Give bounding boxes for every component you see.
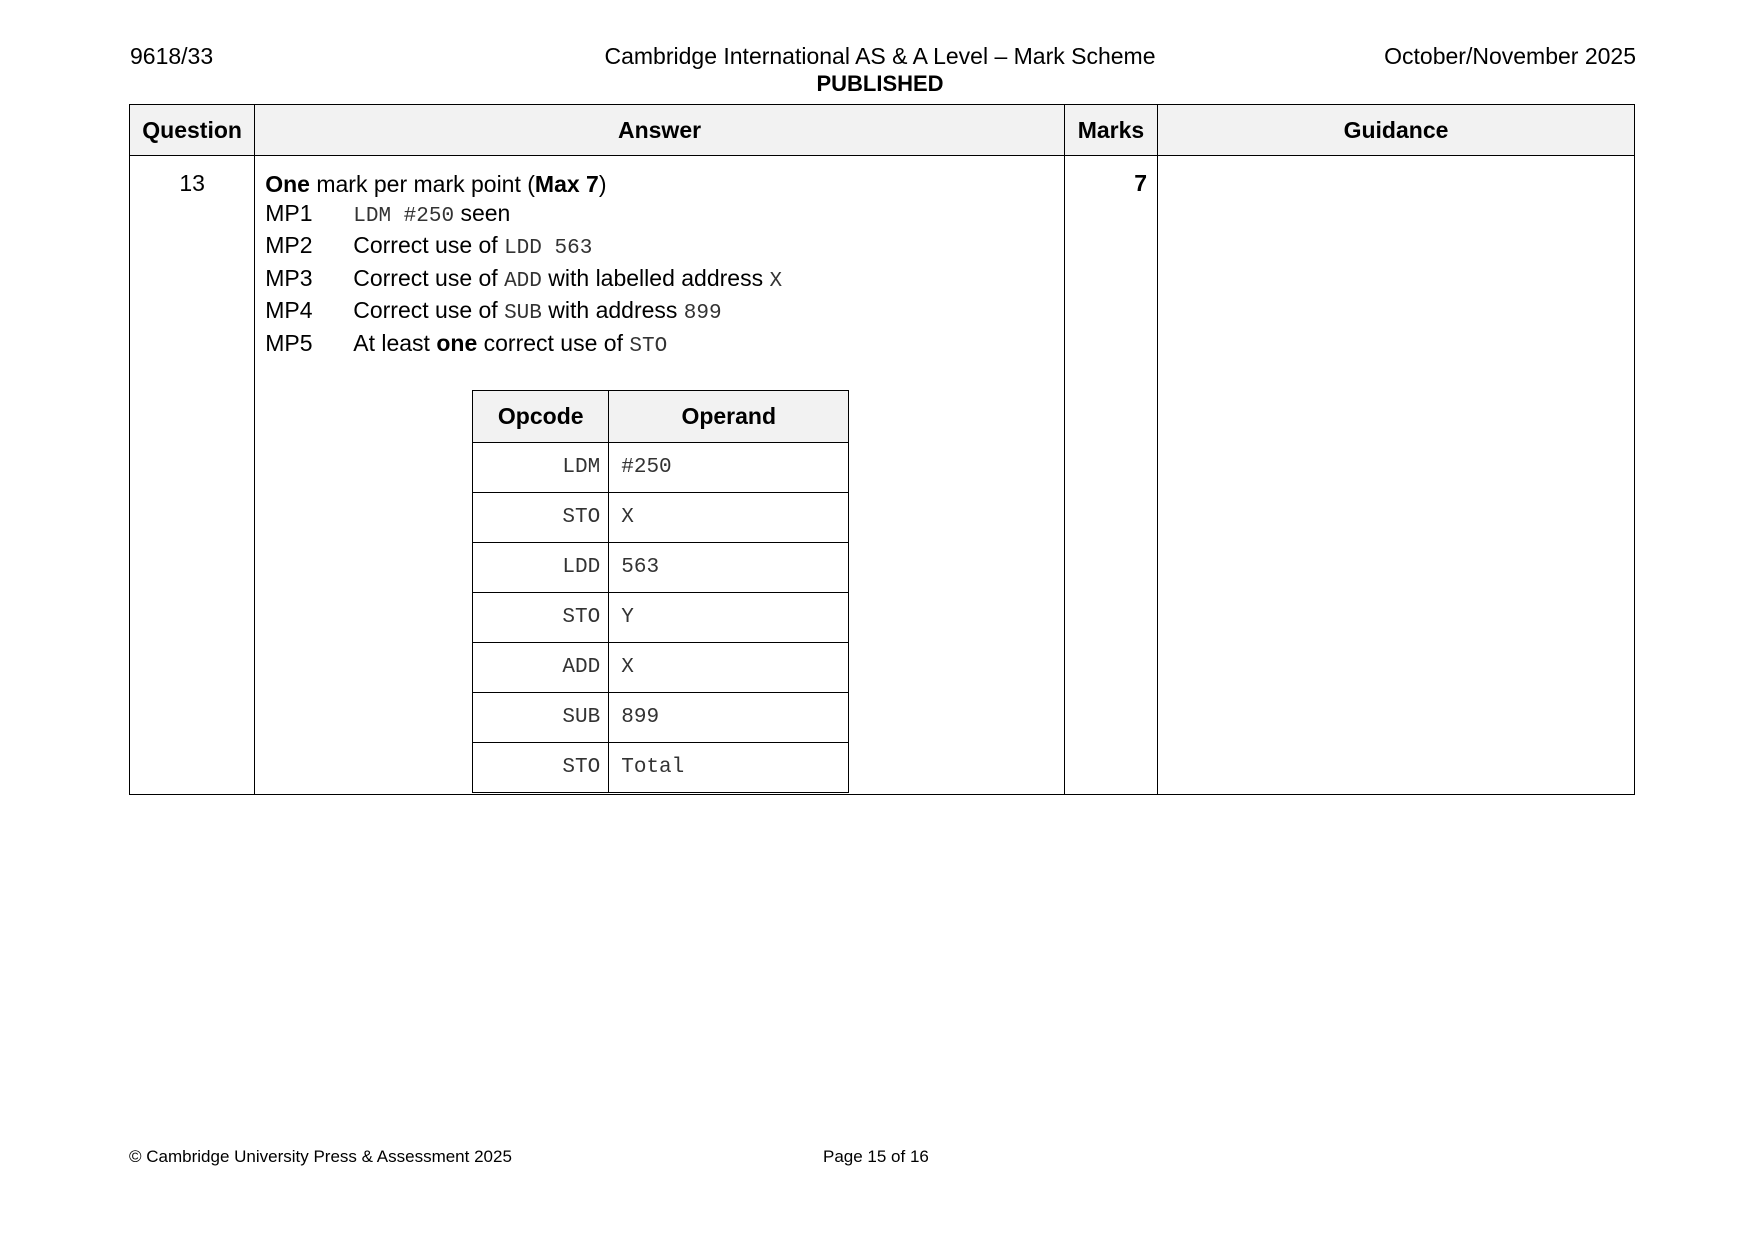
marks-value: 7 bbox=[1064, 156, 1157, 795]
mark-point-2: MP2 Correct use of LDD 563 bbox=[265, 232, 593, 260]
opcode: STO bbox=[473, 743, 609, 793]
operand: 899 bbox=[609, 693, 849, 743]
guidance-cell bbox=[1158, 156, 1635, 795]
code-row bbox=[473, 693, 849, 743]
paper-code: 9618/33 bbox=[130, 43, 214, 69]
opcode: LDD bbox=[473, 543, 609, 593]
mark-point-3: MP3 Correct use of ADD with labelled address X bbox=[265, 264, 783, 293]
operand: 563 bbox=[609, 543, 849, 593]
operand: #250 bbox=[609, 443, 849, 493]
opcode: STO bbox=[473, 593, 609, 643]
header-guidance: Guidance bbox=[1158, 105, 1635, 156]
opcode: STO bbox=[473, 493, 609, 543]
assembly-code-table bbox=[472, 390, 849, 793]
mark-scheme-table bbox=[129, 104, 1635, 795]
mark-point-5: MP5 At least one correct use of STO bbox=[265, 329, 668, 358]
opcode: SUB bbox=[473, 693, 609, 743]
opcode: ADD bbox=[473, 643, 609, 693]
mark-point-1: MP1 LDM #250 seen bbox=[265, 199, 511, 228]
document-title: Cambridge International AS & A Level – Mark Scheme bbox=[604, 43, 1156, 69]
code-row bbox=[473, 593, 849, 643]
header-operand: Operand bbox=[609, 391, 849, 443]
code-row bbox=[473, 643, 849, 693]
page-number: Page 15 of 16 bbox=[823, 1147, 929, 1166]
mark-point-4: MP4 Correct use of SUB with address 899 bbox=[265, 297, 722, 325]
code-row bbox=[473, 743, 849, 793]
header-marks: Marks bbox=[1064, 105, 1157, 156]
code-table-header bbox=[473, 391, 849, 443]
operand: Total bbox=[609, 743, 849, 793]
mark-intro: One mark per mark point (Max 7) bbox=[265, 171, 607, 197]
operand: X bbox=[609, 493, 849, 543]
question-number: 13 bbox=[130, 156, 255, 795]
published-label: PUBLISHED bbox=[816, 71, 944, 96]
table-row bbox=[130, 156, 1635, 795]
operand: Y bbox=[609, 593, 849, 643]
header-answer: Answer bbox=[255, 105, 1065, 156]
code-row bbox=[473, 543, 849, 593]
operand: X bbox=[609, 643, 849, 693]
copyright-notice: © Cambridge University Press & Assessment 2025 bbox=[129, 1147, 512, 1166]
answer-cell bbox=[255, 156, 1065, 795]
opcode: LDM bbox=[473, 443, 609, 493]
code-row bbox=[473, 443, 849, 493]
code-row bbox=[473, 493, 849, 543]
exam-session: October/November 2025 bbox=[1384, 43, 1636, 69]
mark-scheme-header-row bbox=[130, 105, 1635, 156]
header-opcode: Opcode bbox=[473, 391, 609, 443]
header-question: Question bbox=[130, 105, 255, 156]
